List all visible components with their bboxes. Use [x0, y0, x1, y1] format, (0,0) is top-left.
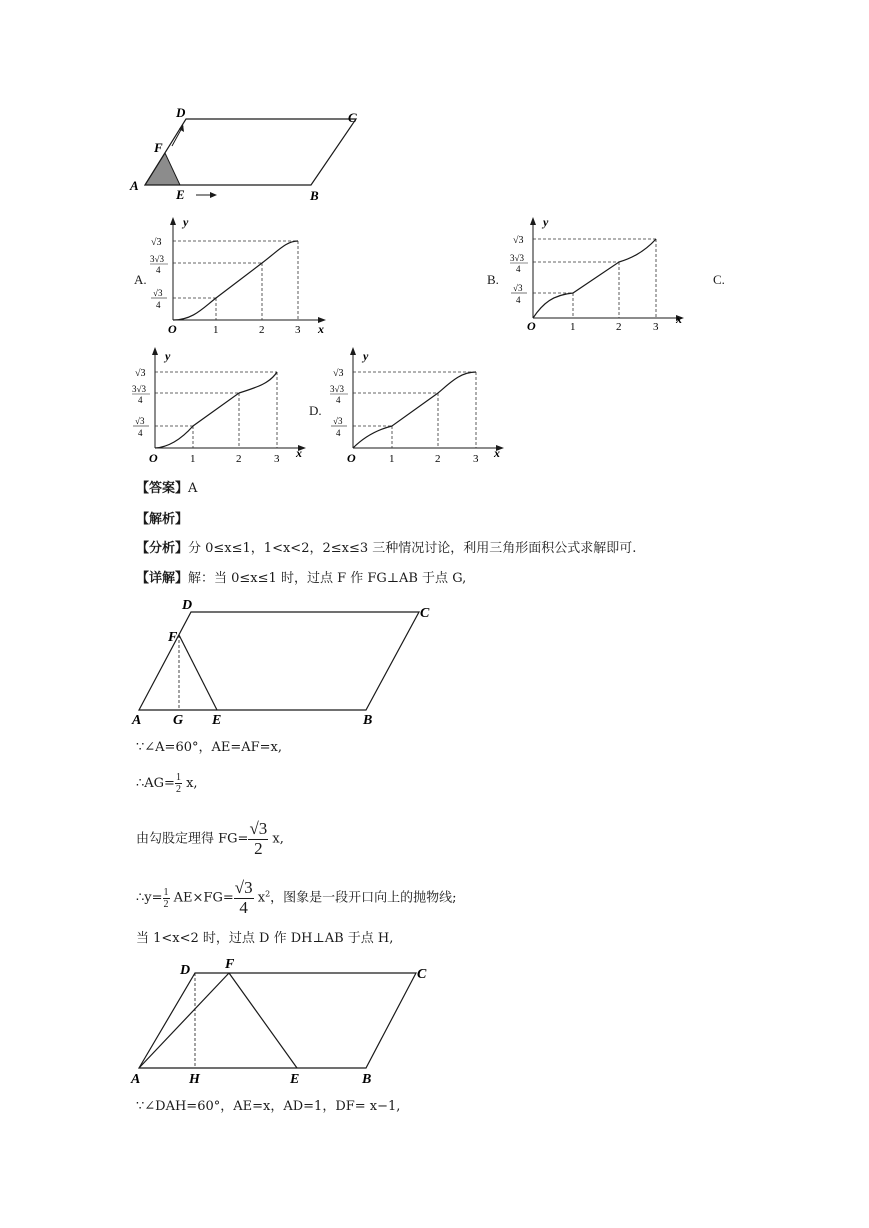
tick-3sqrt3: 3√3	[330, 384, 344, 394]
tick-3sqrt3: 3√3	[510, 253, 524, 263]
frac-num: 1	[163, 886, 169, 898]
line-case2: 当 1<x<2 时，过点 D 作 DH⊥AB 于点 H,	[136, 931, 394, 946]
label-e: E	[212, 713, 222, 728]
tick-3: 3	[653, 321, 659, 333]
x-axis-label: x	[318, 322, 324, 336]
label-b: B	[363, 713, 373, 728]
segment-af	[139, 973, 229, 1068]
tick-denominator: 4	[336, 428, 341, 438]
label-c: C	[348, 110, 357, 125]
label-c: C	[417, 967, 427, 982]
tick-2: 2	[236, 453, 242, 465]
figure-parallelogram-shaded	[128, 100, 378, 205]
label-c: C	[420, 606, 430, 621]
label-f: F	[168, 630, 178, 645]
x-axis-label: x	[494, 446, 500, 460]
tick-1: 1	[570, 321, 576, 333]
frac-half-2	[163, 887, 170, 910]
frac-num: √3	[234, 878, 253, 897]
label-a: A	[132, 713, 142, 728]
fg-suffix: x,	[272, 831, 284, 847]
y-x: x	[257, 890, 266, 906]
y-axis-label: y	[165, 349, 171, 363]
origin-label: O	[168, 322, 177, 336]
frac-den: 2	[254, 838, 263, 858]
fg-prefix: 由勾股定理得 FG=	[136, 831, 249, 847]
frac-den: 2	[163, 898, 169, 910]
graph-option-a	[148, 215, 333, 340]
ag-prefix: ∴AG=	[136, 776, 175, 791]
answer-line	[136, 479, 197, 499]
origin-label: O	[347, 451, 356, 465]
y-prefix: ∴y=	[136, 890, 163, 906]
frac-half	[175, 772, 182, 795]
frac-num: √3	[249, 819, 268, 838]
label-d: D	[180, 963, 191, 978]
tick-3: 3	[295, 324, 301, 336]
option-a-label: A.	[134, 272, 147, 287]
tick-3: 3	[274, 453, 280, 465]
figure-case1	[128, 595, 438, 730]
tick-2: 2	[435, 453, 441, 465]
y-exponent: 2	[265, 889, 271, 899]
label-e: E	[290, 1072, 300, 1087]
tick-3sqrt3: 3√3	[132, 384, 146, 394]
label-d: D	[182, 598, 193, 613]
tick-denominator: 4	[138, 428, 143, 438]
tick-sqrt3: √3	[513, 235, 524, 246]
tick-2: 2	[259, 324, 265, 336]
origin-label: O	[527, 319, 536, 333]
y-axis-label: y	[363, 349, 369, 363]
figure-case2	[128, 955, 438, 1090]
label-e: E	[176, 187, 185, 202]
label-h: H	[189, 1072, 200, 1087]
label-f: F	[225, 957, 235, 972]
graph-option-c	[130, 345, 315, 470]
parallelogram	[139, 973, 416, 1068]
tick-sqrt3: √3	[135, 368, 146, 379]
frac-den: 2	[175, 784, 181, 795]
y-axis-label: y	[183, 215, 189, 229]
tick-sqrt3-4: √3	[135, 416, 145, 426]
label-g: G	[173, 713, 184, 728]
graph-option-b	[508, 215, 693, 340]
tick-denominator: 4	[516, 295, 521, 305]
tick-1: 1	[389, 453, 395, 465]
arrow-head-right-icon	[210, 192, 217, 198]
answer-value: A	[188, 481, 198, 496]
curve-a	[173, 241, 298, 320]
tick-denominator: 4	[156, 265, 161, 275]
tick-denominator: 4	[336, 395, 341, 405]
detail-line	[136, 569, 466, 589]
line-fg	[136, 820, 284, 858]
tick-sqrt3-4: √3	[153, 288, 163, 298]
line-angle-dah: ∵∠DAH=60°，AE=x，AD=1，DF= x−1,	[136, 1099, 401, 1114]
tick-sqrt3: √3	[333, 368, 344, 379]
frac-sqrt3-4	[234, 879, 254, 917]
frac-den: 4	[239, 897, 248, 917]
parallelogram-abcd	[145, 119, 356, 185]
detail-tag: 【详解】	[136, 571, 189, 586]
tick-3sqrt3: 3√3	[150, 254, 164, 264]
tick-1: 1	[213, 324, 219, 336]
option-b-label: B.	[487, 272, 499, 287]
x-axis-label: x	[296, 446, 302, 460]
line-y-area	[136, 879, 457, 917]
origin-label: O	[149, 451, 158, 465]
tick-sqrt3: √3	[151, 237, 162, 248]
fenxi-line	[136, 539, 636, 559]
fenxi-tag: 【分析】	[136, 541, 189, 556]
frac-num: 1	[175, 772, 181, 783]
analysis-tag: 【解析】	[136, 512, 189, 527]
tick-3: 3	[473, 453, 479, 465]
tick-denominator: 4	[138, 395, 143, 405]
fenxi-text: 分 0≤x≤1，1<x<2，2≤x≤3 三种情况讨论，利用三角形面积公式求解即可.	[188, 541, 637, 556]
tick-sqrt3-4: √3	[333, 416, 343, 426]
tick-2: 2	[616, 321, 622, 333]
y-suffix: ，图象是一段开口向上的抛物线;	[270, 890, 457, 906]
curve-c	[155, 372, 277, 448]
line-ag	[136, 772, 198, 795]
option-c-label: C.	[713, 272, 725, 287]
label-b: B	[310, 188, 319, 203]
detail-text: 解：当 0≤x≤1 时，过点 F 作 FG⊥AB 于点 G,	[188, 571, 467, 586]
line-angle-a: ∵∠A=60°，AE=AF=x,	[136, 740, 283, 755]
y-mid: AE×FG=	[173, 890, 234, 906]
ag-suffix: x,	[186, 776, 198, 791]
label-f: F	[154, 140, 163, 155]
segment-fe	[179, 635, 217, 710]
tick-sqrt3-4: √3	[513, 283, 523, 293]
label-a: A	[130, 178, 139, 193]
tick-denominator: 4	[156, 300, 161, 310]
frac-sqrt3-2	[248, 820, 268, 858]
curve-b	[533, 239, 656, 318]
label-b: B	[362, 1072, 372, 1087]
label-d: D	[176, 105, 186, 120]
tick-1: 1	[190, 453, 196, 465]
curve-d	[353, 372, 476, 448]
graph-option-d	[328, 345, 513, 470]
y-axis-label: y	[543, 215, 549, 229]
x-axis-label: x	[676, 312, 682, 326]
parallelogram	[139, 612, 419, 710]
tick-denominator: 4	[516, 264, 521, 274]
label-a: A	[131, 1072, 141, 1087]
option-d-label: D.	[309, 403, 322, 418]
segment-fe	[229, 973, 297, 1068]
answer-tag: 【答案】	[136, 481, 189, 496]
